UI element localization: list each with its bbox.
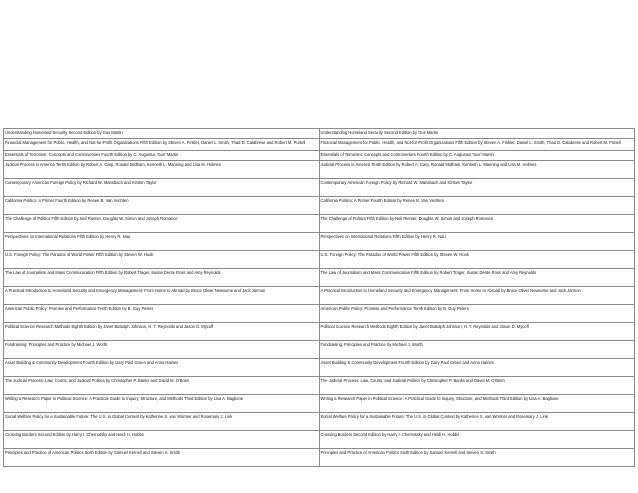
left-cell: A Practical Introduction to Homeland Security and Emergency Management: From Home to Abroad by Bruce Oliver Newsome and Jack Jarmon bbox=[4, 287, 320, 305]
table-row bbox=[4, 377, 635, 395]
table-row bbox=[4, 129, 635, 139]
right-cell: Judicial Process in America Tenth Edition by Robert A. Carp, Ronald Stidham, Kenneth L. Manning and Lisa M. Holmes bbox=[319, 161, 635, 179]
table-row bbox=[4, 413, 635, 431]
table-row bbox=[4, 341, 635, 359]
left-cell: Financial Management for Public, Health, and Not-for-Profit Organizations Fifth Edition by Steven A. Finkler, Daniel L. Smith, Thad D. Calabrese and Robert M. Purtell bbox=[4, 139, 320, 151]
left-cell: Fundraising: Principles and Practice by Michael J. Worth bbox=[4, 341, 320, 359]
right-cell: The Challenge of Politics Fifth Edition by Neil Riemer, Douglas W. Simon and Joseph Romance bbox=[319, 215, 635, 233]
right-cell: Social Welfare Policy for a Sustainable Future: The U.S. in Global Context by Katherine S. van Wormer and Rosemary J. Link bbox=[319, 413, 635, 431]
table-row bbox=[4, 287, 635, 305]
right-cell: The Law of Journalism and Mass Communication Fifth Edition by Robert Trager, Susan Dente Ross and Amy Reynolds bbox=[319, 269, 635, 287]
left-cell: The Challenge of Politics Fifth Edition by Neil Riemer, Douglas W. Simon and Joseph Romance bbox=[4, 215, 320, 233]
right-cell: Asset Building & Community Development Fourth Edition by Gary Paul Green and Anna Haines bbox=[319, 359, 635, 377]
right-cell: California Politics: A Primer Fourth Edition by Renee B. Van Vechten bbox=[319, 197, 635, 215]
right-cell: U.S. Foreign Policy: The Paradox of World Power Fifth Edition by Steven W. Hook bbox=[319, 251, 635, 269]
left-cell: Perspectives on International Relations Fifth Edition by Henry R. Nau bbox=[4, 233, 320, 251]
table-row bbox=[4, 395, 635, 413]
table-row bbox=[4, 431, 635, 449]
table-row bbox=[4, 151, 635, 161]
left-cell: U.S. Foreign Policy: The Paradox of World Power Fifth Edition by Steven W. Hook bbox=[4, 251, 320, 269]
right-cell: Political Science Research Methods Eighth Edition by Janet Buttolph Johnson, H. T. Reynolds and Jason D. Mycoff bbox=[319, 323, 635, 341]
left-cell: Crossing Borders Second Edition by Harry I. Chernotsky and Heidi H. Hobbs bbox=[4, 431, 320, 449]
table-row bbox=[4, 215, 635, 233]
book-list-body bbox=[4, 129, 635, 467]
right-cell: Perspectives on International Relations Fifth Edition by Henry R. Nau bbox=[319, 233, 635, 251]
table-row bbox=[4, 251, 635, 269]
left-cell: The Law of Journalism and Mass Communication Fifth Edition by Robert Trager, Susan Dente Ross and Amy Reynolds bbox=[4, 269, 320, 287]
left-cell: Judicial Process in America Tenth Edition by Robert A. Carp, Ronald Stidham, Kenneth L. Manning and Lisa M. Holmes bbox=[4, 161, 320, 179]
right-cell: The Judicial Process: Law, Courts, and Judicial Politics by Christopher P. Banks and David M. O'Brien bbox=[319, 377, 635, 395]
table-row bbox=[4, 449, 635, 467]
left-cell: Essentials of Terrorism: Concepts and Controversies Fourth Edition by C. Augustus 'Gus' Martin bbox=[4, 151, 320, 161]
right-cell: American Public Policy: Promise and Performance Tenth Edition by B. Guy Peters bbox=[319, 305, 635, 323]
table-row bbox=[4, 359, 635, 377]
left-cell: Political Science Research Methods Eighth Edition by Janet Buttolph Johnson, H. T. Reynolds and Jason D. Mycoff bbox=[4, 323, 320, 341]
right-cell: Financial Management for Public, Health, and Not-for-Profit Organizations Fifth Edition by Steven A. Finkler, Daniel L. Smith, Thad D. Calabrese and Robert M. Purtell bbox=[319, 139, 635, 151]
table-row bbox=[4, 323, 635, 341]
table-row bbox=[4, 269, 635, 287]
right-cell: Contemporary American Foreign Policy by Richard W. Mansbach and Kirsten Taylor bbox=[319, 179, 635, 197]
right-cell: A Practical Introduction to Homeland Security and Emergency Management: From Home to Abroad by Bruce Oliver Newsome and Jack Jarmon bbox=[319, 287, 635, 305]
left-cell: Understanding Homeland Security Second Edition by Gus Martin bbox=[4, 129, 320, 139]
table-row bbox=[4, 305, 635, 323]
left-cell: Writing a Research Paper in Political Science: A Practical Guide to Inquiry, Structure, and Methods Third Edition by Lisa A. Baglione bbox=[4, 395, 320, 413]
left-cell: Principles and Practice of American Politics Sixth Edition by Samuel Kernell and Steven S. Smith bbox=[4, 449, 320, 467]
left-cell: California Politics: A Primer Fourth Edition by Renee B. Van Vechten bbox=[4, 197, 320, 215]
left-cell: American Public Policy: Promise and Performance Tenth Edition by B. Guy Peters bbox=[4, 305, 320, 323]
table-row bbox=[4, 161, 635, 179]
left-cell: Social Welfare Policy for a Sustainable Future: The U.S. in Global Context by Katherine S. van Wormer and Rosemary J. Link bbox=[4, 413, 320, 431]
table-row bbox=[4, 179, 635, 197]
right-cell: Principles and Practice of American Politics Sixth Edition by Samuel Kernell and Steven S. Smith bbox=[319, 449, 635, 467]
right-cell: Essentials of Terrorism: Concepts and Controversies Fourth Edition by C. Augustus 'Gus' Martin bbox=[319, 151, 635, 161]
left-cell: Asset Building & Community Development Fourth Edition by Gary Paul Green and Anna Haines bbox=[4, 359, 320, 377]
right-cell: Understanding Homeland Security Second Edition by Gus Martin bbox=[319, 129, 635, 139]
book-list-table bbox=[3, 128, 635, 467]
left-cell: Contemporary American Foreign Policy by Richard W. Mansbach and Kirsten Taylor bbox=[4, 179, 320, 197]
table-row bbox=[4, 197, 635, 215]
right-cell: Fundraising: Principles and Practice by Michael J. Worth bbox=[319, 341, 635, 359]
left-cell: The Judicial Process: Law, Courts, and Judicial Politics by Christopher P. Banks and David M. O'Brien bbox=[4, 377, 320, 395]
right-cell: Writing a Research Paper in Political Science: A Practical Guide to Inquiry, Structure, and Methods Third Edition by Lisa A. Baglione bbox=[319, 395, 635, 413]
table-row bbox=[4, 139, 635, 151]
right-cell: Crossing Borders Second Edition by Harry I. Chernotsky and Heidi H. Hobbs bbox=[319, 431, 635, 449]
table-row bbox=[4, 233, 635, 251]
